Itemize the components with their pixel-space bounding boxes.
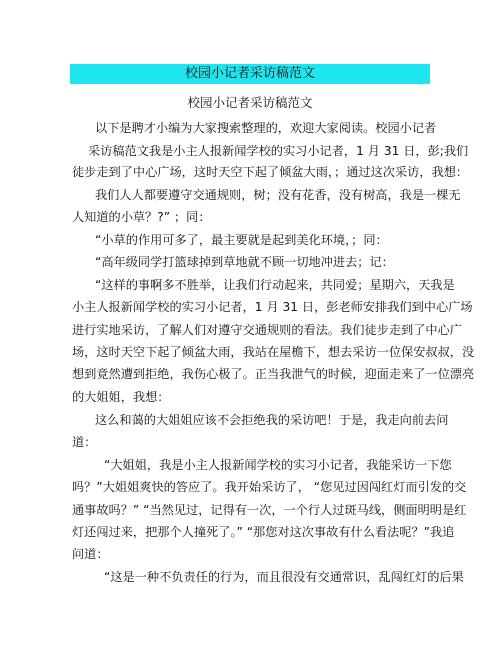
text-line: 场，这时天空下起了倾盆大雨，我站在屋檐下，想去采访一位保安叔叔，没 — [72, 345, 475, 359]
text-line: 问道： — [72, 547, 109, 561]
text-line: 以下是聘才小编为大家搜索整理的，欢迎大家阅读。校园小记者 — [95, 121, 437, 135]
text-line: 我们人人都要遵守交通规则，树；没有花香，没有树高，我是一棵无 — [95, 188, 461, 202]
text-line: 人知道的小草？?” ；同： — [72, 210, 211, 224]
text-line: “这是一种不负责任的行为，而且很没有交通常识，乱闯红灯的后果 — [104, 570, 464, 584]
text-line: 这么和蔼的大姐姐应该不会拒绝我的采访吧！于是，我走向前去问 — [95, 413, 449, 427]
text-line: “大姐姐，我是小主人报新闻学校的实习小记者，我能采访一下您 — [104, 458, 452, 472]
text-line: “小草的作用可多了，最主要就是起到美化环境，；同： — [95, 233, 388, 247]
text-line: 灯还闯过来，把那个人撞死了。” “那您对这次事故有什么看法呢？”我追 — [72, 525, 455, 539]
text-line: 通事故吗？” “当然见过，记得有一次，一个行人过斑马线，侧面明明是红 — [72, 503, 467, 517]
text-line: 的大姐姐，我想： — [72, 390, 170, 404]
text-line: 道： — [72, 435, 97, 449]
text-line: 小主人报新闻学校的实习小记者，1 月 31 日，彭老师安排我们到中心广场 — [72, 300, 473, 314]
text-line: “这样的事啊多不胜举，让我们行动起来，共同爱；星期六，天我是 — [95, 278, 455, 292]
text-line: “高年级同学打篮球掉到草地就不顾一切地冲进去；记： — [95, 255, 394, 269]
text-line: 想到竟然遭到拒绝，我伤心极了。正当我泄气的时候，迎面走来了一位漂亮 — [72, 367, 475, 381]
document-banner-title: 校园小记者采访稿范文 — [70, 64, 430, 84]
text-line: 进行实地采访，了解人们对遵守交通规则的看法。我们徒步走到了中心广 — [72, 323, 462, 337]
text-line: 采访稿范文我是小主人报新闻学校的实习小记者，1 月 31 日，彭;我们 — [88, 144, 469, 158]
document-heading: 校园小记者采访稿范文 — [187, 95, 313, 110]
text-line: 徒步走到了中心广场，这时天空下起了倾盆大雨，；通过这次采访，我想： — [72, 165, 469, 179]
text-line: 吗？”大姐姐爽快的答应了。我开始采访了， “您见过因闯红灯而引发的交 — [72, 480, 467, 494]
